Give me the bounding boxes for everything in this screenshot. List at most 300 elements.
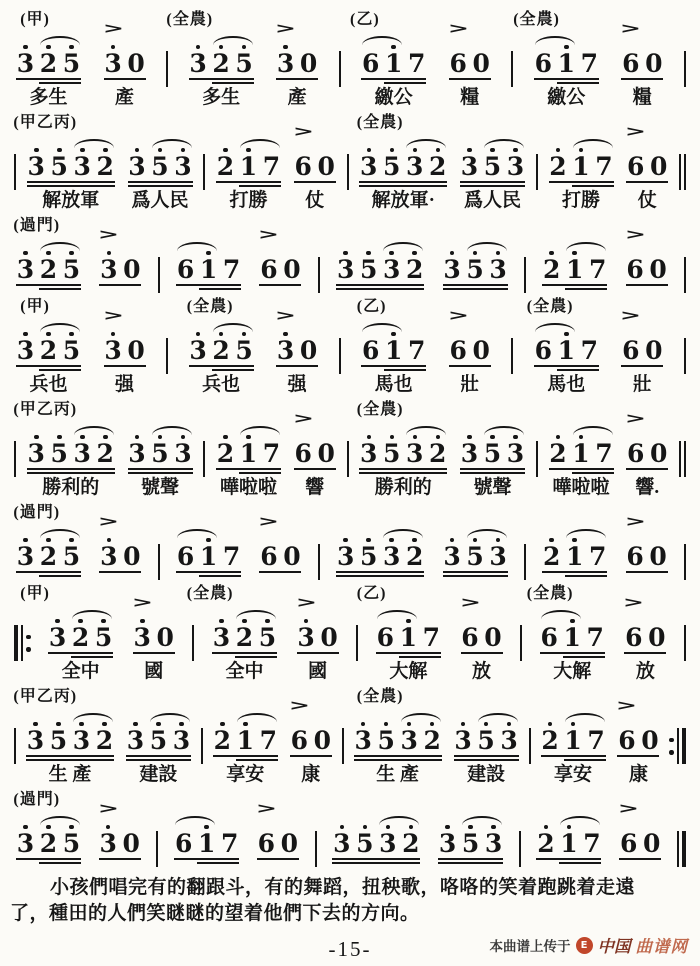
beam-line-row — [211, 758, 280, 762]
digits-row — [174, 544, 243, 570]
note-group — [25, 413, 117, 499]
slur-arc — [566, 242, 606, 251]
note-digit: 2 — [212, 336, 230, 365]
beam-underline — [216, 468, 281, 470]
note-digit: 7 — [222, 255, 241, 284]
slur-arc — [40, 242, 80, 251]
note-digit: 5 — [258, 623, 277, 652]
lyric-text: 强 — [115, 374, 135, 395]
beam-underline — [128, 472, 193, 474]
note-digit: 5 — [50, 439, 68, 468]
beam-underline — [460, 181, 525, 183]
note-group — [97, 229, 143, 292]
note-group — [174, 516, 243, 579]
repeat-end-barline — [669, 728, 686, 764]
note-digit: 3 — [354, 726, 372, 755]
accent-row — [274, 23, 320, 35]
barline — [318, 544, 320, 580]
beam-underline — [460, 185, 525, 187]
digits-row — [14, 831, 83, 857]
slur-row — [102, 35, 148, 43]
note-group — [359, 310, 428, 396]
beam-underline — [359, 468, 447, 470]
note-digit: 3 — [443, 542, 461, 571]
beams-row — [359, 364, 428, 373]
accent-mark: > — [288, 698, 310, 714]
bar-segment — [192, 625, 194, 661]
beam-line-row — [24, 758, 116, 762]
note-digit: 7 — [595, 439, 613, 468]
section-label: (乙) — [356, 585, 387, 602]
beams-row — [288, 754, 334, 763]
note-digit: 6 — [294, 152, 312, 181]
beam-line-row — [274, 77, 320, 81]
barline — [684, 257, 686, 293]
note-digit: 0 — [283, 542, 301, 571]
note-digit: 1 — [384, 336, 403, 365]
beam-line-row — [619, 77, 665, 81]
note-digit: 1 — [572, 439, 590, 468]
beams-row — [25, 180, 117, 189]
slur-row — [187, 35, 256, 43]
digits-row — [447, 338, 493, 364]
beams-row — [172, 857, 241, 866]
accent-row — [459, 597, 505, 609]
beam-underline — [626, 181, 668, 183]
section-label: (全農) — [513, 11, 560, 28]
note-digit: 5 — [383, 439, 401, 468]
lyric-text: 全中 — [225, 661, 264, 682]
bar-segment — [684, 51, 686, 87]
beam-underline — [174, 858, 239, 860]
slur-row — [14, 241, 83, 249]
barline — [536, 154, 538, 190]
lyric-text: 爲人民 — [131, 190, 189, 211]
note-group — [532, 310, 601, 396]
accent-row — [441, 229, 510, 241]
accent-mark: > — [102, 21, 124, 37]
note-digit: 3 — [174, 439, 192, 468]
note-digit: 0 — [642, 829, 661, 858]
note-digit: 3 — [400, 726, 418, 755]
slur-row — [274, 35, 320, 43]
barline — [203, 441, 205, 477]
beams-row — [214, 180, 283, 189]
barline — [203, 154, 205, 190]
accent-mark: > — [258, 227, 280, 243]
accent-row — [25, 413, 117, 425]
digits-row — [334, 544, 426, 570]
double-barline — [679, 154, 686, 190]
accent-row — [131, 597, 177, 609]
accent-mark: > — [447, 308, 469, 324]
section-label: (全農) — [526, 298, 574, 315]
repeat-dot — [669, 750, 674, 755]
digits-row — [447, 51, 493, 77]
note-digit: 0 — [317, 439, 335, 468]
slur-row — [619, 35, 665, 43]
beam-underline — [354, 755, 442, 757]
digits-row — [46, 625, 115, 651]
note-digit: 3 — [73, 439, 91, 468]
accent-mark: > — [292, 124, 314, 140]
note-digit: 6 — [257, 829, 276, 858]
note-digit: 2 — [216, 152, 235, 181]
barline — [14, 441, 16, 477]
beam-underline — [549, 181, 614, 183]
note-group — [359, 23, 428, 109]
lyric-text: 兵也 — [202, 374, 241, 395]
note-digit: 0 — [280, 829, 299, 858]
slur-arc — [484, 426, 524, 435]
note-digit: 5 — [235, 336, 253, 365]
note-group — [214, 413, 283, 499]
section-label: (甲乙丙) — [13, 114, 78, 131]
beams-row — [24, 754, 116, 763]
digits-row — [257, 544, 303, 570]
beams-row — [97, 570, 143, 579]
beam-underline — [39, 575, 81, 577]
beams-row — [131, 651, 177, 660]
slur-row — [357, 138, 449, 146]
note-group — [532, 23, 601, 109]
accent-row — [187, 310, 256, 322]
beams-row — [374, 651, 443, 660]
note-digit: 7 — [587, 726, 605, 755]
slur-row — [459, 609, 505, 617]
bar-segment — [14, 441, 16, 477]
slur-row — [210, 609, 279, 617]
bar-segment — [536, 154, 538, 190]
beam-line-row — [102, 77, 148, 81]
beam-underline — [542, 571, 607, 573]
digits-row — [547, 154, 616, 180]
slur-arc — [467, 242, 507, 251]
lyric-text: 繳公 — [547, 87, 586, 108]
slur-row — [547, 138, 616, 146]
beams-row — [547, 180, 616, 189]
beams-row — [539, 754, 608, 763]
note-digit: 3 — [189, 336, 207, 365]
digits-row — [102, 338, 148, 364]
lyric-text: 響. — [635, 477, 660, 498]
note-digit: 3 — [360, 152, 378, 181]
note-group — [210, 597, 279, 683]
bar-segment — [524, 257, 526, 293]
digits-row — [97, 257, 143, 283]
slur-arc — [236, 610, 276, 619]
beams-row — [124, 754, 193, 763]
note-group — [624, 126, 670, 212]
slur-row — [359, 35, 428, 43]
slur-arc — [573, 139, 613, 148]
beam-underline — [621, 78, 663, 80]
watermark — [490, 933, 689, 957]
slur-row — [257, 528, 303, 536]
beam-underline — [133, 652, 175, 654]
note-digit: 2 — [39, 255, 58, 284]
accent-row — [126, 413, 195, 425]
slur-row — [97, 815, 143, 823]
note-digit: 6 — [627, 439, 645, 468]
music-system — [10, 293, 690, 396]
bar-segment — [158, 544, 160, 580]
accent-row — [292, 413, 338, 425]
double-barline — [679, 441, 686, 477]
lyric-text: 國 — [308, 661, 328, 682]
lyric-text: 嘩啦啦 — [219, 477, 277, 498]
bar-segment — [318, 544, 320, 580]
beam-underline — [619, 858, 661, 860]
barline — [520, 625, 522, 661]
barline — [347, 154, 349, 190]
note-digit: 6 — [449, 336, 467, 365]
note-group — [540, 516, 609, 579]
section-label: (全農) — [356, 114, 404, 131]
accent-row — [352, 700, 444, 712]
note-group — [187, 23, 256, 109]
beams-row — [547, 467, 616, 476]
digits-row — [25, 441, 117, 467]
slur-arc — [152, 426, 192, 435]
bar-segment — [682, 728, 686, 764]
note-digit: 6 — [534, 49, 552, 78]
barline — [356, 625, 358, 661]
beam-underline — [239, 472, 281, 474]
note-digit: 5 — [483, 152, 502, 181]
note-digit: 7 — [589, 255, 607, 284]
beam-underline — [197, 862, 239, 864]
slur-row — [540, 241, 609, 249]
beam-underline — [626, 284, 668, 286]
accent-row — [214, 126, 283, 138]
beams-row — [255, 857, 301, 866]
beam-underline — [39, 369, 81, 371]
digits-row — [532, 338, 601, 364]
note-digit: 6 — [361, 49, 380, 78]
note-group — [458, 413, 527, 499]
bar-segment — [536, 441, 538, 477]
slur-arc — [484, 139, 524, 148]
note-digit: 2 — [405, 255, 424, 284]
note-group — [274, 23, 320, 109]
accent-row — [441, 516, 510, 528]
lyric-text: 康 — [301, 764, 321, 785]
beam-underline — [276, 78, 318, 80]
note-digit: 6 — [294, 439, 312, 468]
note-digit: 3 — [100, 255, 118, 284]
note-digit: 1 — [239, 439, 258, 468]
lyric-text: 產 — [287, 87, 307, 108]
beams-row — [359, 77, 428, 86]
note-group — [330, 803, 422, 866]
page-number: -15- — [328, 937, 372, 961]
note-digit: 3 — [16, 49, 35, 78]
lyric-text: 勝利的 — [374, 477, 432, 498]
note-group — [174, 229, 243, 292]
beam-underline — [216, 181, 281, 183]
beam-underline — [438, 862, 503, 864]
note-digit: 1 — [399, 623, 418, 652]
note-digit: 3 — [379, 829, 397, 858]
digits-row — [359, 338, 428, 364]
digits-row — [624, 441, 670, 467]
digits-row — [624, 544, 670, 570]
slur-arc — [177, 242, 217, 251]
accent-row — [547, 413, 616, 425]
slur-row — [25, 425, 117, 433]
lyric-text: 多生 — [29, 87, 68, 108]
note-digit: 6 — [376, 623, 395, 652]
slur-row — [547, 425, 616, 433]
beam-underline — [572, 185, 614, 187]
bar-segment — [684, 441, 686, 477]
beam-underline — [438, 858, 503, 860]
music-system — [10, 683, 690, 786]
lyric-text: 號聲 — [473, 477, 512, 498]
beam-underline — [454, 759, 519, 761]
note-digit: 5 — [461, 829, 480, 858]
note-digit: 3 — [489, 255, 507, 284]
note-digit: 3 — [16, 829, 35, 858]
note-digit: 7 — [407, 49, 426, 78]
repeat-dot — [669, 738, 674, 743]
note-digit: 1 — [557, 336, 575, 365]
note-digit: 7 — [262, 152, 281, 181]
note-digit: 0 — [641, 726, 659, 755]
beam-underline — [536, 858, 601, 860]
beam-line-row — [214, 471, 283, 475]
note-digit: 0 — [299, 49, 318, 78]
note-digit: 0 — [650, 152, 668, 181]
bar-segment — [524, 544, 526, 580]
bar-segment — [14, 728, 16, 764]
lyric-text: 大解 — [553, 661, 592, 682]
beam-underline — [624, 652, 666, 654]
note-digit: 2 — [402, 829, 420, 858]
digits-row — [210, 625, 279, 651]
slur-arc — [535, 323, 575, 332]
accent-mark: > — [625, 411, 647, 427]
beam-underline — [189, 365, 254, 367]
beam-underline — [99, 284, 141, 286]
beam-underline — [126, 759, 191, 761]
beam-underline — [361, 78, 426, 80]
beam-underline — [449, 365, 491, 367]
slur-row — [14, 35, 83, 43]
beam-line-row — [452, 758, 521, 762]
slur-row — [292, 138, 338, 146]
beams-row — [624, 180, 670, 189]
note-digit: 0 — [156, 623, 174, 652]
slur-arc — [175, 816, 215, 825]
note-group — [97, 516, 143, 579]
note-digit: 3 — [297, 623, 315, 652]
bar-segment — [679, 154, 681, 190]
slur-arc — [240, 139, 280, 148]
note-digit: 3 — [27, 152, 45, 181]
beam-line-row — [539, 758, 608, 762]
slur-row — [624, 425, 670, 433]
slur-row — [97, 528, 143, 536]
beam-line-row — [14, 287, 83, 291]
beam-underline — [540, 652, 605, 654]
slur-arc — [377, 610, 417, 619]
beam-underline — [26, 759, 114, 761]
digits-row — [214, 154, 283, 180]
note-digit: 2 — [235, 623, 254, 652]
note-digit: 3 — [26, 726, 45, 755]
beam-underline — [39, 288, 81, 290]
note-digit: 7 — [580, 336, 598, 365]
page-footer — [10, 933, 690, 963]
barline — [342, 728, 344, 764]
note-digit: 2 — [541, 726, 559, 755]
beams-row — [540, 570, 609, 579]
accent-row — [126, 126, 195, 138]
note-digit: 7 — [583, 829, 601, 858]
accent-mark: > — [102, 308, 124, 324]
note-group — [14, 803, 83, 866]
note-digit: 5 — [94, 623, 113, 652]
beam-line-row — [257, 570, 303, 574]
bar-segment — [511, 338, 513, 374]
beam-underline — [39, 862, 81, 864]
beams-row — [334, 570, 426, 579]
note-digit: 3 — [443, 255, 461, 284]
slur-row — [46, 609, 115, 617]
beam-underline — [384, 369, 426, 371]
beam-underline — [564, 759, 606, 761]
beam-line-row — [274, 364, 320, 368]
note-digit: 3 — [16, 336, 35, 365]
accent-mark: > — [620, 21, 642, 37]
final-barline — [677, 831, 686, 867]
beam-line-row — [447, 364, 493, 368]
footnote-line: 了，種田的人們笑瞇瞇的望着他們下去的方向。 — [10, 903, 420, 924]
music-system — [10, 499, 690, 580]
section-label: (全農) — [186, 585, 234, 602]
slur-row — [330, 815, 422, 823]
section-label: (過門) — [13, 504, 61, 521]
beams-row — [126, 467, 195, 476]
slur-row — [359, 322, 428, 330]
note-group — [447, 23, 493, 109]
beams-row — [357, 467, 449, 476]
note-digit: 0 — [645, 336, 663, 365]
beam-underline — [128, 181, 193, 183]
beam-line-row — [436, 861, 505, 865]
note-digit: 3 — [104, 336, 122, 365]
note-digit: 3 — [16, 255, 35, 284]
note-digit: 6 — [534, 336, 552, 365]
beam-line-row — [14, 861, 83, 865]
digits-row — [540, 257, 609, 283]
note-digit: 5 — [49, 726, 68, 755]
slur-arc — [40, 323, 80, 332]
digits-row — [274, 51, 320, 77]
note-group — [124, 700, 193, 786]
note-digit: 3 — [133, 623, 151, 652]
beam-line-row — [14, 574, 83, 578]
section-label: (乙) — [356, 298, 387, 315]
accent-row — [14, 310, 83, 322]
note-digit: 3 — [454, 726, 472, 755]
digits-row — [187, 338, 256, 364]
digits-row — [255, 831, 301, 857]
digits-row — [615, 728, 661, 754]
note-digit: 3 — [460, 439, 479, 468]
